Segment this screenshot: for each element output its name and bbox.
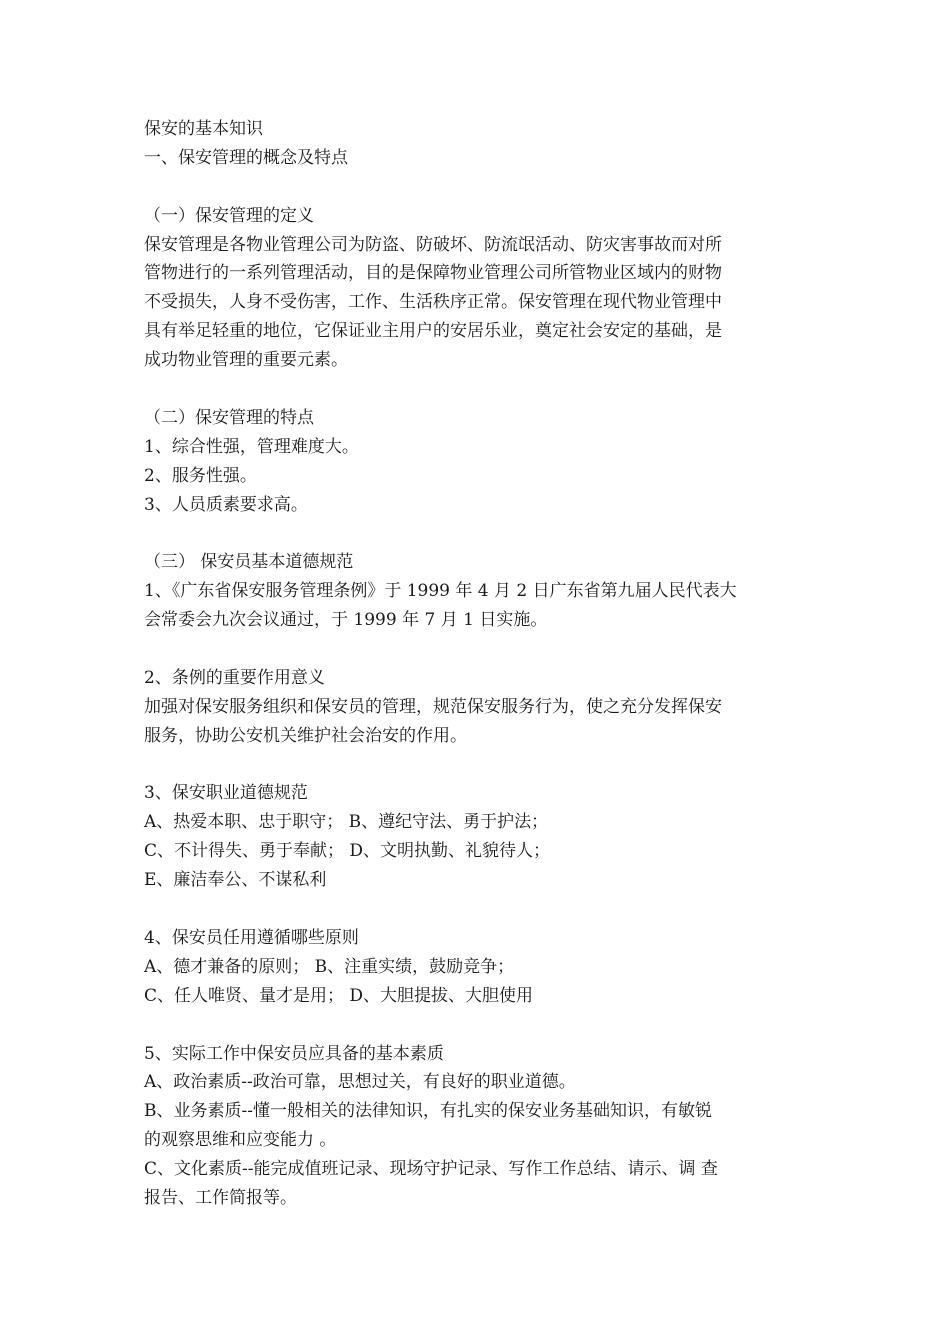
blank-line: [144, 375, 804, 404]
paragraph-line: A、德才兼备的原则； B、注重实绩，鼓励竞争；: [144, 956, 515, 977]
paragraph-line: E、廉洁奉公、不谋私利: [144, 870, 327, 891]
section-heading: 一、保安管理的概念及特点: [144, 147, 348, 168]
item-heading: 5、实际工作中保安员应具备的基本素质: [144, 1043, 444, 1064]
paragraph-line: 1、《广东省保安服务管理条例》于 1999 年 4 月 2 日广东省第九届人民代表大: [144, 581, 737, 602]
document-body: [144, 115, 804, 1213]
list-item: 2、服务性强。: [144, 465, 257, 486]
paragraph-line: C、不计得失、勇于奉献； D、文明执勤、礼貌待人；: [144, 841, 551, 862]
list-item: 3、人员质素要求高。: [144, 494, 308, 515]
blank-line: [144, 895, 804, 924]
blank-line: [144, 635, 804, 664]
paragraph-line: A、热爱本职、忠于职守； B、遵纪守法、勇于护法；: [144, 812, 549, 833]
paragraph-line: 报告、工作简报等。: [144, 1187, 297, 1208]
paragraph-line: 服务，协助公安机关维护社会治安的作用。: [144, 725, 467, 746]
item-heading: 4、保安员任用遵循哪些原则: [144, 927, 359, 948]
paragraph-line: 成功物业管理的重要元素。: [144, 350, 348, 371]
item-heading: 2、条例的重要作用意义: [144, 667, 325, 688]
item-heading: 3、保安职业道德规范: [144, 783, 308, 804]
subsection-heading: （三） 保安员基本道德规范: [144, 552, 354, 573]
blank-line: [144, 519, 804, 548]
paragraph-line: 不受损失，人身不受伤害，工作、生活秩序正常。保安管理在现代物业管理中: [144, 292, 722, 313]
paragraph-line: 会常委会九次会议通过，于 1999 年 7 月 1 日实施。: [144, 610, 548, 631]
paragraph-line: C、文化素质--能完成值班记录、现场守护记录、写作工作总结、请示、调 查: [144, 1159, 718, 1180]
paragraph-line: A、政治素质--政治可靠，思想过关，有良好的职业道德。: [144, 1072, 576, 1093]
blank-line: [144, 751, 804, 780]
blank-line: [144, 173, 804, 202]
paragraph-line: 管物进行的一系列管理活动，目的是保障物业管理公司所管物业区域内的财物: [144, 263, 722, 284]
paragraph-line: B、业务素质--懂一般相关的法律知识，有扎实的保安业务基础知识，有敏锐: [144, 1101, 712, 1122]
subsection-heading: （二）保安管理的特点: [144, 407, 314, 428]
blank-line: [144, 1011, 804, 1040]
subsection-heading: （一）保安管理的定义: [144, 205, 314, 226]
paragraph-line: C、任人唯贤、量才是用； D、大胆提拔、大胆使用: [144, 985, 534, 1006]
paragraph-line: 加强对保安服务组织和保安员的管理，规范保安服务行为，使之充分发挥保安: [144, 696, 722, 717]
list-item: 1、综合性强，管理难度大。: [144, 436, 359, 457]
paragraph-line: 的观察思维和应变能力 。: [144, 1130, 337, 1151]
paragraph-line: 保安管理是各物业管理公司为防盗、防破坏、防流氓活动、防灾害事故而对所: [144, 234, 722, 255]
paragraph-line: 具有举足轻重的地位，它保证业主用户的安居乐业，奠定社会安定的基础，是: [144, 321, 722, 342]
document-title: 保安的基本知识: [144, 119, 263, 139]
